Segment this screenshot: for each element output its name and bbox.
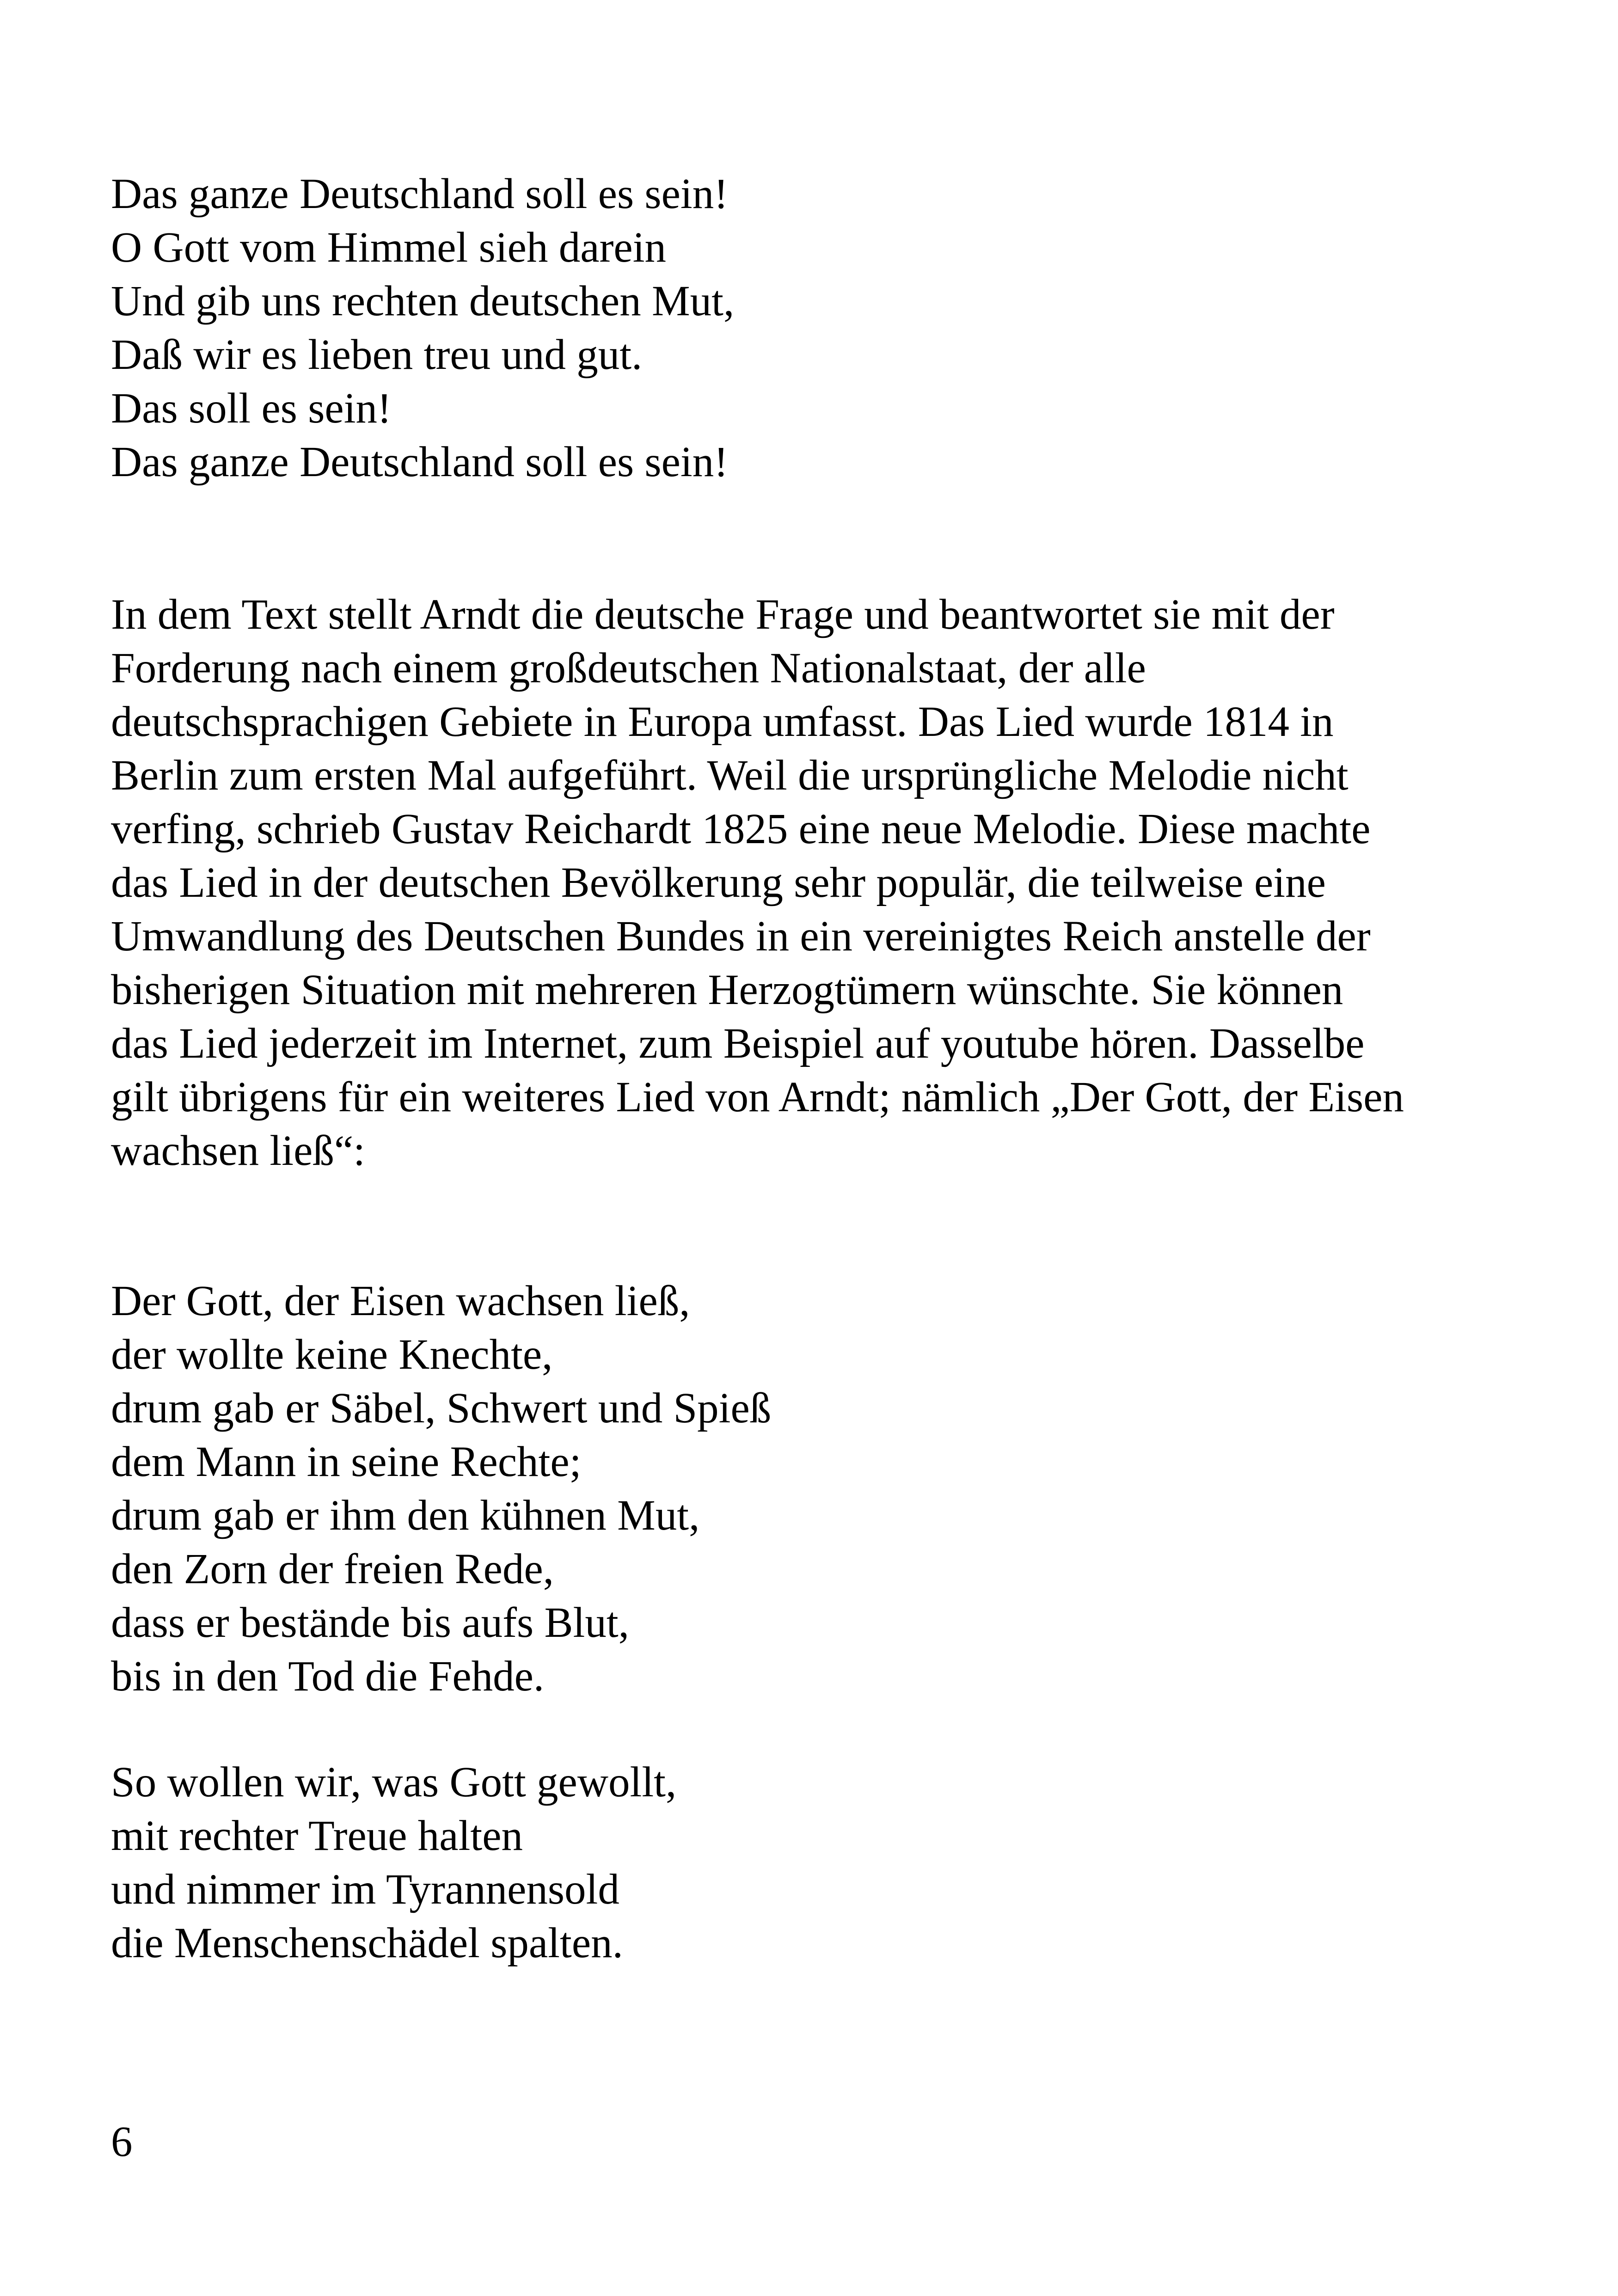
poem-stanza	[111, 167, 734, 489]
poem-line: Daß wir es lieben treu und gut.	[111, 331, 643, 379]
paragraph-line: Berlin zum ersten Mal aufgeführt. Weil die ursprüngliche Melodie nicht	[111, 752, 1348, 799]
poem-line: dem Mann in seine Rechte;	[111, 1438, 582, 1486]
paragraph-line: das Lied jederzeit im Internet, zum Beispiel auf youtube hören. Dasselbe	[111, 1020, 1365, 1067]
poem-line: Das ganze Deutschland soll es sein!	[111, 170, 729, 218]
paragraph-line: In dem Text stellt Arndt die deutsche Frage und beantwortet sie mit der	[111, 591, 1335, 638]
poem-line: Das soll es sein!	[111, 385, 392, 432]
poem-stanza	[111, 1274, 771, 1703]
paragraph-line: wachsen ließ“:	[111, 1127, 366, 1175]
poem-line: die Menschenschädel spalten.	[111, 1919, 623, 1967]
paragraph-line: das Lied in der deutschen Bevölkerung sehr populär, die teilweise eine	[111, 859, 1326, 906]
poem-line: dass er bestände bis aufs Blut,	[111, 1599, 629, 1647]
poem-line: So wollen wir, was Gott gewollt,	[111, 1758, 677, 1806]
poem-line: mit rechter Treue halten	[111, 1812, 523, 1860]
paragraph-line: Umwandlung des Deutschen Bundes in ein vereinigtes Reich anstelle der	[111, 912, 1371, 960]
poem-line: O Gott vom Himmel sieh darein	[111, 224, 667, 271]
poem-line: Und gib uns rechten deutschen Mut,	[111, 277, 735, 325]
body-paragraph	[111, 588, 1404, 1178]
poem-stanza	[111, 1756, 676, 1970]
paragraph-line: Forderung nach einem großdeutschen Nationalstaat, der alle	[111, 644, 1146, 692]
paragraph-line: bisherigen Situation mit mehreren Herzogtümern wünschte. Sie können	[111, 966, 1343, 1014]
poem-line: drum gab er Säbel, Schwert und Spieß	[111, 1384, 772, 1432]
poem-line: bis in den Tod die Fehde.	[111, 1653, 545, 1700]
poem-line: drum gab er ihm den kühnen Mut,	[111, 1492, 700, 1539]
paragraph-line: gilt übrigens für ein weiteres Lied von Arndt; nämlich „Der Gott, der Eisen	[111, 1073, 1404, 1121]
page-number: 6	[111, 2118, 133, 2166]
poem-line: den Zorn der freien Rede,	[111, 1545, 554, 1593]
paragraph-line: deutschsprachigen Gebiete in Europa umfasst. Das Lied wurde 1814 in	[111, 698, 1334, 746]
poem-line: der wollte keine Knechte,	[111, 1331, 553, 1378]
paragraph-line: verfing, schrieb Gustav Reichardt 1825 eine neue Melodie. Diese machte	[111, 805, 1371, 853]
poem-line: und nimmer im Tyrannensold	[111, 1866, 619, 1913]
poem-line: Der Gott, der Eisen wachsen ließ,	[111, 1277, 690, 1325]
poem-line: Das ganze Deutschland soll es sein!	[111, 438, 729, 486]
